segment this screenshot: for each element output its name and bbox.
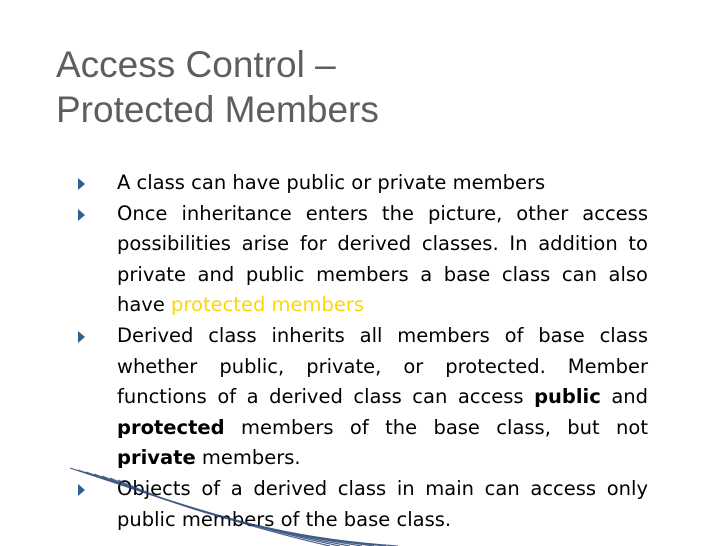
bullet-text-part: members of the base class, but not	[224, 415, 648, 439]
bullet-item	[78, 199, 648, 321]
bullet-text: Objects of a derived class in main can access only public members of the base class.	[117, 476, 648, 531]
bullet-arrow-icon	[78, 331, 85, 343]
bold-term: public	[534, 385, 601, 409]
slide-title-line-1: Access Control –	[56, 44, 336, 85]
bullet-text	[117, 321, 648, 474]
bullet-text-part: Derived class inherits all members of base class whether public, private, or protected. Member functions of a derived class can access	[117, 323, 648, 409]
slide-title	[56, 42, 676, 132]
bold-term: protected	[117, 415, 225, 439]
bullet-text-part: Once inheritance enters the picture, other access possibilities arise for derived classes. In addition to private and public members a base class can also have	[117, 201, 648, 317]
bullet-item	[78, 321, 648, 474]
bullet-list	[78, 168, 648, 535]
bullet-item	[78, 474, 648, 535]
bullet-arrow-icon	[78, 178, 85, 190]
highlighted-term: protected members	[171, 293, 365, 317]
bullet-item	[78, 168, 648, 199]
bullet-text-part: and	[600, 385, 648, 409]
bullet-arrow-icon	[78, 209, 85, 221]
slide-title-line-2: Protected Members	[56, 89, 379, 130]
bullet-text	[117, 199, 648, 321]
bullet-text: A class can have public or private members	[117, 171, 546, 194]
bold-term: private	[117, 446, 196, 470]
bullet-arrow-icon	[78, 484, 85, 496]
bullet-text-part: members.	[195, 446, 301, 470]
